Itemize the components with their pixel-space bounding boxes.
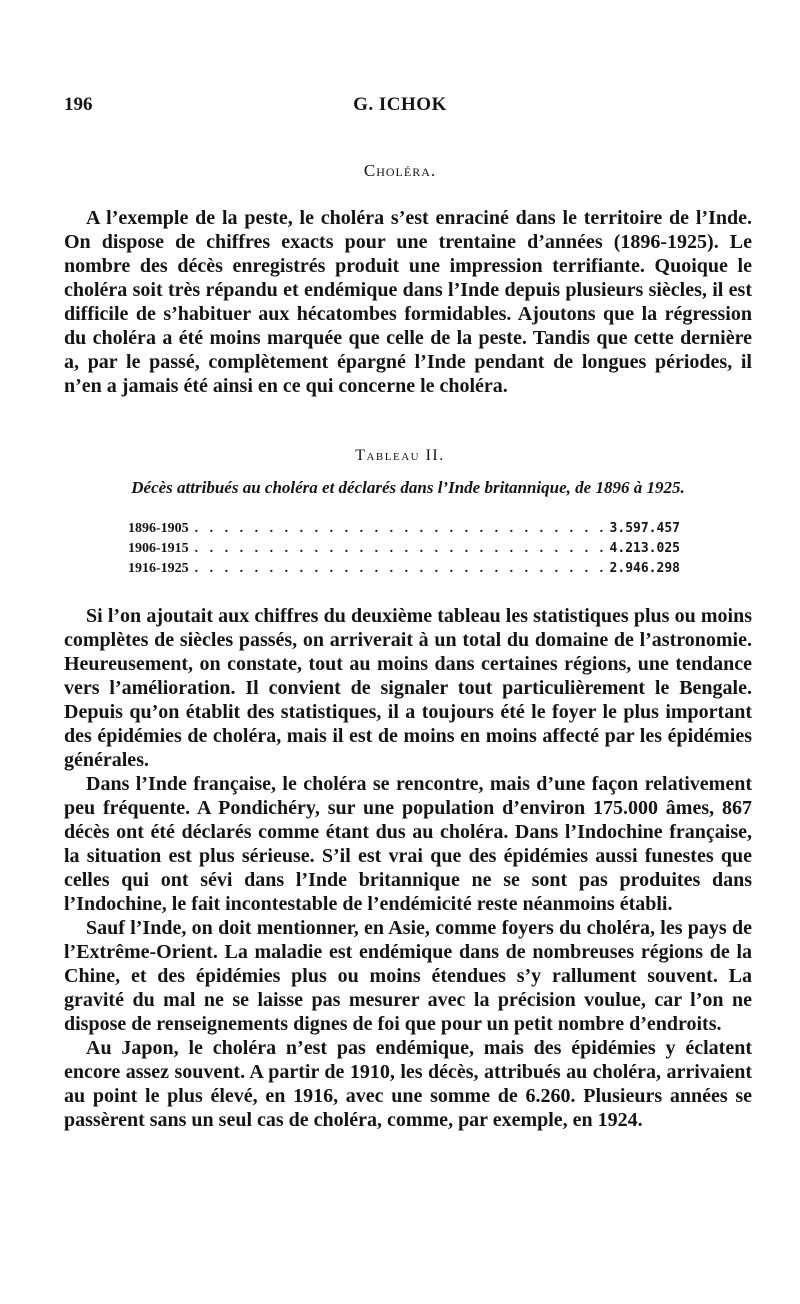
paragraph: Si l’on ajoutait aux chiffres du deuxième tableau les statistiques plus ou moins complètes de siècles passés, on arriverait à un total du domaine de l’astronomie. Heureusement, on constate, tout au moins dans certaines régions, une tendance vers l’amélioration. Il convient de signaler tout particulièrement le Bengale. Depuis qu’on établit des statistiques, il a toujours été le foyer le plus important des épidémies de choléra, mais il est de moins en moins affecté par les épidémies générales. — [64, 605, 752, 771]
table-period: 1896-1905 — [128, 521, 189, 536]
paragraph: Sauf l’Inde, on doit mentionner, en Asie, comme foyers du choléra, les pays de l’Extrême-Orient. La maladie est endémique dans de nombreuses régions de la Chine, et des épidémies plus ou moins étendues s’y rallument souvent. La gravité du mal ne se laisse pas mesurer avec la précision voulue, car l’on ne dispose de renseignements dignes de foi que pour un petit nombre d’endroits. — [64, 917, 752, 1035]
table-value: 2.946.298 — [609, 561, 680, 576]
table-period: 1906-1915 — [128, 541, 189, 556]
table-value: 3.597.457 — [609, 521, 680, 536]
paragraph: A l’exemple de la peste, le choléra s’est enraciné dans le territoire de l’Inde. On dispose de chiffres exacts pour une trentaine d’années (1896-1925). Le nombre des décès enregistrés produit une impression terrifiante. Quoique le choléra soit très répandu et endémique dans l’Inde depuis plusieurs siècles, il est difficile de s’habituer aux hécatombes formidables. Ajoutons que la régression du choléra a été moins marquée que celle de la peste. Tandis que cette dernière a, par le passé, complètement épargné l’Inde pendant de longues périodes, il n’en a jamais été ainsi en ce qui concerne le choléra. — [64, 207, 752, 397]
section-title: Choléra. — [363, 161, 437, 180]
table-row — [128, 561, 680, 581]
table-value: 4.213.025 — [609, 541, 680, 556]
table-row — [128, 541, 680, 561]
body-text-before-table — [64, 206, 752, 398]
table-period: 1916-1925 — [128, 561, 189, 576]
running-head — [64, 94, 736, 124]
paragraph: Au Japon, le choléra n’est pas endémique, mais des épidémies y éclatent encore assez souvent. A partir de 1910, les décès, attribués au choléra, arrivaient au point le plus élevé, en 1916, avec une somme de 6.260. Plusieurs années se passèrent sans un seul cas de choléra, comme, par exemple, en 1924. — [64, 1037, 752, 1131]
statistics-table — [128, 521, 680, 581]
dot-leader — [195, 561, 604, 577]
running-head-author: G. ICHOK — [353, 94, 447, 115]
paragraph: Dans l’Inde française, le choléra se rencontre, mais d’une façon relativement peu fréquente. A Pondichéry, sur une population d’environ 175.000 âmes, 867 décès ont été déclarés comme étant dus au choléra. Dans l’Indochine française, la situation est plus sérieuse. S’il est vrai que des épidémies aussi funestes que celles qui ont sévi dans l’Inde britannique ne se sont pas produites dans l’Indochine, le fait incontestable de l’endémicité reste néanmoins établi. — [64, 773, 752, 915]
table-title: Tableau II. — [355, 447, 445, 464]
table-caption: Décès attribués au choléra et déclarés dans l’Inde britannique, de 1896 à 1925. — [131, 478, 685, 497]
body-text-after-table — [64, 604, 752, 1132]
page-number: 196 — [64, 94, 93, 115]
dot-leader — [195, 541, 604, 557]
table-row — [128, 521, 680, 541]
dot-leader — [195, 521, 604, 537]
